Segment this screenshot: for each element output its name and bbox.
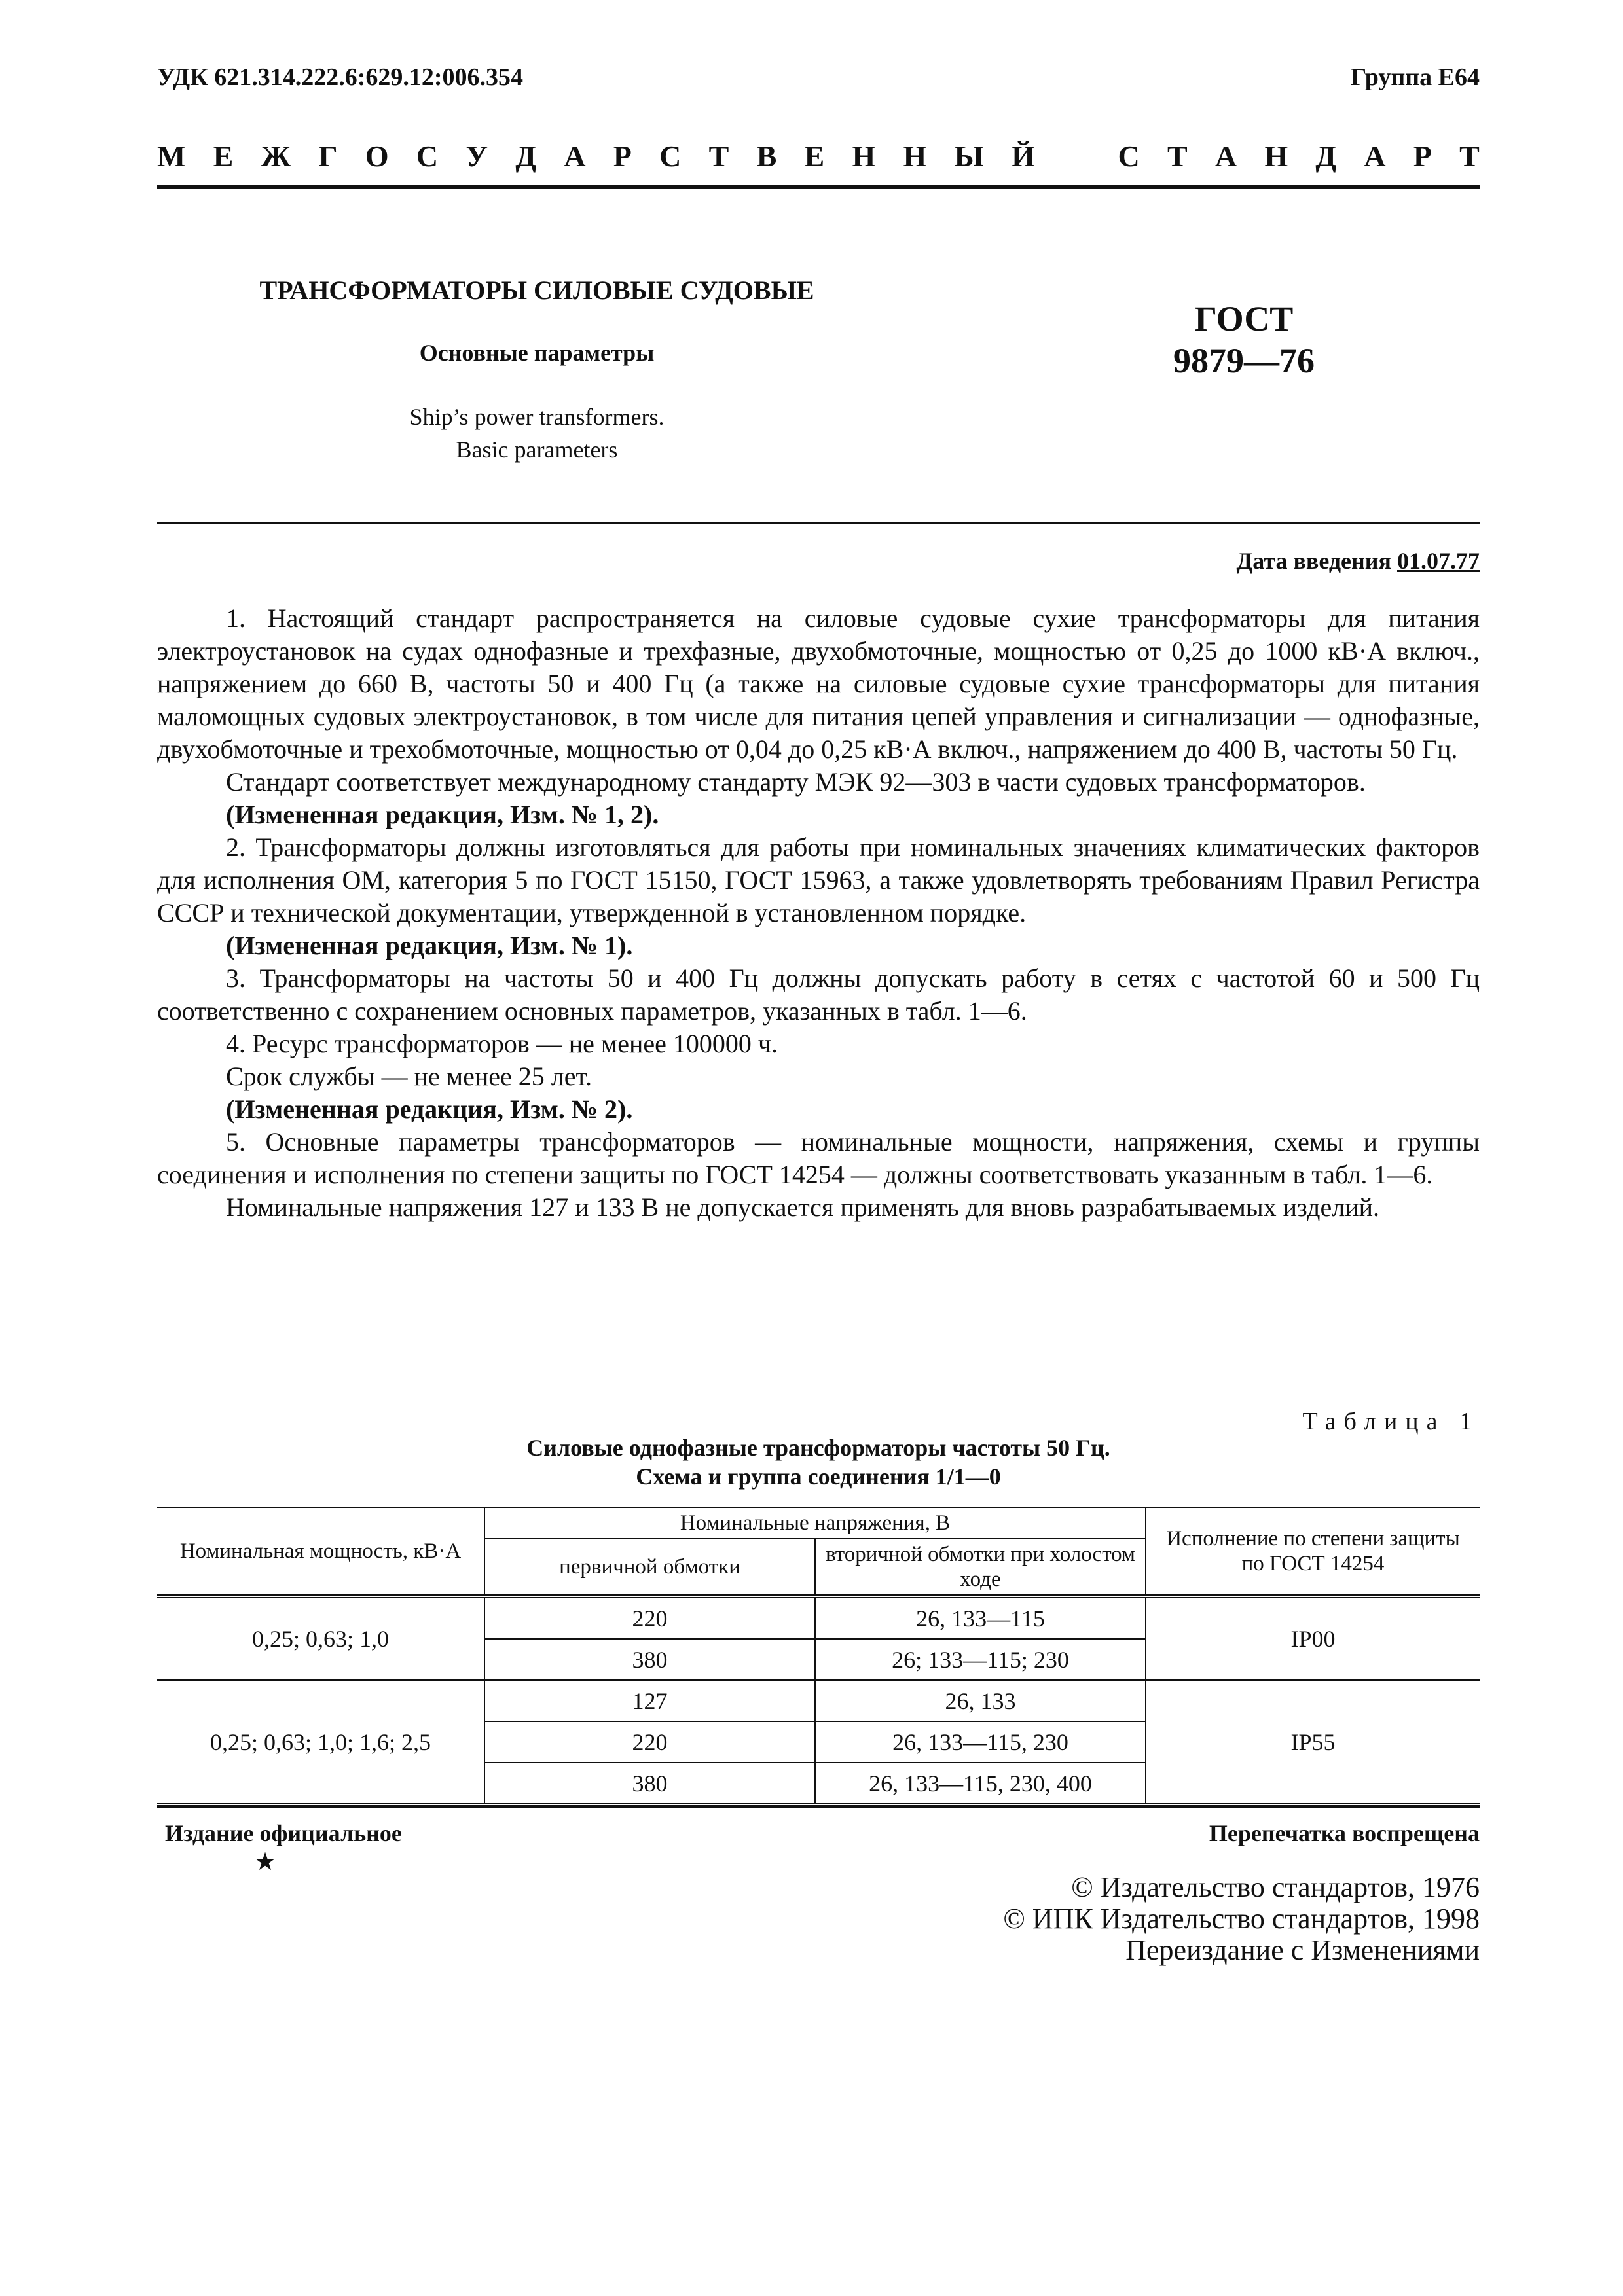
- banner-letter: Н: [1264, 139, 1288, 173]
- english-title-line-1: Ship’s power transformers.: [409, 404, 665, 430]
- header-secondary: вторичной обмотки при холостом ходе: [815, 1539, 1146, 1596]
- cell-protection: IP55: [1146, 1680, 1480, 1804]
- banner-letter: Е: [804, 139, 825, 173]
- banner-letter: Е: [213, 139, 234, 173]
- banner-letter: Г: [318, 139, 338, 173]
- header-voltages: Номинальные напряжения, В: [484, 1507, 1146, 1539]
- introduction-date: [1237, 547, 1480, 575]
- banner-letter: А: [1214, 139, 1237, 173]
- interstate-standard-banner: [157, 139, 1480, 173]
- amendment-note: (Измененная редакция, Изм. № 2).: [226, 1094, 633, 1124]
- table-title-line-1: Силовые однофазные трансформаторы частоты 50 Гц.: [526, 1435, 1110, 1461]
- cell-secondary: 26; 133—115; 230: [815, 1639, 1146, 1680]
- cell-primary: 380: [484, 1763, 815, 1804]
- header-primary: первичной обмотки: [484, 1539, 815, 1596]
- cell-secondary: 26, 133: [815, 1680, 1146, 1721]
- cell-secondary: 26, 133—115: [815, 1596, 1146, 1639]
- footer-rule: [157, 1805, 1480, 1808]
- banner-letter: Ы: [954, 139, 984, 173]
- banner-letter: Т: [1167, 139, 1188, 173]
- header-protection: Исполнение по степени защиты по ГОСТ 14254: [1146, 1507, 1480, 1596]
- banner-letter: С: [659, 139, 682, 173]
- banner-letter: А: [1364, 139, 1386, 173]
- banner-letter: Т: [1459, 139, 1480, 173]
- gost-number: [1113, 298, 1375, 382]
- cell-power: 0,25; 0,63; 1,0; 1,6; 2,5: [157, 1680, 484, 1804]
- paragraph: 4. Ресурс трансформаторов — не менее 100000 ч.: [226, 1029, 778, 1058]
- date-label: Дата введения: [1236, 548, 1391, 574]
- cell-secondary: 26, 133—115, 230, 400: [815, 1763, 1146, 1804]
- official-edition: Издание официальное: [165, 1820, 402, 1846]
- banner-letter: Н: [852, 139, 876, 173]
- table-row: [157, 1680, 1480, 1721]
- document-subtitle: Основные параметры: [419, 340, 655, 366]
- banner-letter: Т: [708, 139, 729, 173]
- header-rule: [157, 185, 1480, 189]
- cell-primary: 220: [484, 1596, 815, 1639]
- cell-primary: 380: [484, 1639, 815, 1680]
- banner-letter: О: [365, 139, 389, 173]
- copyright-1976: © Издательство стандартов, 1976: [1071, 1871, 1480, 1903]
- amendment-note: (Измененная редакция, Изм. № 1, 2).: [226, 800, 659, 829]
- amendment-note: (Измененная редакция, Изм. № 1).: [226, 931, 633, 960]
- star-icon: ★: [254, 1848, 277, 1876]
- banner-letter: С: [416, 139, 439, 173]
- paragraph: 2. Трансформаторы должны изготовляться для работы при номинальных значениях климатических факторов для исполнения ОМ, категория 5 по ГОСТ 15150, ГОСТ 15963, а также удовлетворять требованиям Правил Регистра СССР и технической документации, утвержденной в установленном порядке.: [157, 833, 1480, 927]
- title-rule: [157, 522, 1480, 524]
- banner-letter: У: [465, 139, 488, 173]
- banner-letter: Н: [903, 139, 927, 173]
- english-title: [157, 401, 917, 466]
- udk-code: УДК 621.314.222.6:629.12:006.354: [157, 63, 524, 91]
- paragraph: 3. Трансформаторы на частоты 50 и 400 Гц должны допускать работу в сетях с частотой 60 и 500 Гц соответственно с сохранением основных параметров, указанных в табл. 1—6.: [157, 963, 1480, 1026]
- date-value: 01.07.77: [1397, 548, 1480, 574]
- cell-primary: 220: [484, 1721, 815, 1763]
- reissue-note: Переиздание с Изменениями: [1125, 1934, 1480, 1966]
- banner-letter: В: [756, 139, 777, 173]
- document-title: ТРАНСФОРМАТОРЫ СИЛОВЫЕ СУДОВЫЕ: [259, 276, 814, 305]
- gost-code: 9879—76: [1173, 341, 1315, 380]
- banner-letter: М: [157, 139, 186, 173]
- table-caption: Таблица 1: [1302, 1408, 1480, 1435]
- document-body: [157, 602, 1480, 1224]
- copyright-1998: © ИПК Издательство стандартов, 1998: [1003, 1903, 1480, 1935]
- table-row: [157, 1596, 1480, 1639]
- banner-letter: Д: [1315, 139, 1337, 173]
- banner-letter: Д: [515, 139, 537, 173]
- transformer-table: [157, 1507, 1480, 1804]
- english-title-line-2: Basic parameters: [456, 437, 618, 463]
- paragraph: Срок службы — не менее 25 лет.: [226, 1062, 592, 1091]
- table-title: [157, 1433, 1480, 1491]
- cell-protection: IP00: [1146, 1596, 1480, 1680]
- banner-letter: С: [1118, 139, 1140, 173]
- paragraph: Номинальные напряжения 127 и 133 В не допускается применять для вновь разрабатываемых изделий.: [226, 1193, 1380, 1222]
- copyright-block: [1003, 1872, 1480, 1966]
- banner-letter: А: [564, 139, 586, 173]
- header-power: Номинальная мощность, кВ·А: [157, 1507, 484, 1596]
- group-code: Группа Е64: [1350, 63, 1480, 91]
- table-title-line-2: Схема и группа соединения 1/1—0: [636, 1463, 1001, 1490]
- banner-letter: Р: [1413, 139, 1432, 173]
- banner-letter: Ж: [261, 139, 291, 173]
- gost-label: ГОСТ: [1194, 299, 1294, 338]
- paragraph: Стандарт соответствует международному стандарту МЭК 92—303 в части судовых трансформаторов.: [226, 767, 1366, 797]
- reprint-forbidden: Перепечатка воспрещена: [1209, 1820, 1480, 1846]
- paragraph: 5. Основные параметры трансформаторов — номинальные мощности, напряжения, схемы и группы соединения и исполнения по степени защиты по ГОСТ 14254 — должны соответствовать указанным в табл. 1—6.: [157, 1127, 1480, 1189]
- paragraph: 1. Настоящий стандарт распространяется на силовые судовые сухие трансформаторы для питания электроустановок на судах однофазные и трехфазные, двухобмоточные, мощностью от 0,25 до 1000 кВ·А включ., напряжением до 660 В, частоты 50 и 400 Гц (а также на силовые судовые сухие трансформаторы для питания маломощных судовых электроустановок, в том числе для питания цепей управления и сигнализации — однофазные, двухобмоточные и трехобмоточные, мощностью от 0,04 до 0,25 кВ·А включ., напряжением до 400 В, частоты 50 Гц.: [157, 603, 1480, 764]
- cell-primary: 127: [484, 1680, 815, 1721]
- cell-power: 0,25; 0,63; 1,0: [157, 1596, 484, 1680]
- banner-letter: Й: [1011, 139, 1035, 173]
- banner-letter: Р: [613, 139, 632, 173]
- cell-secondary: 26, 133—115, 230: [815, 1721, 1146, 1763]
